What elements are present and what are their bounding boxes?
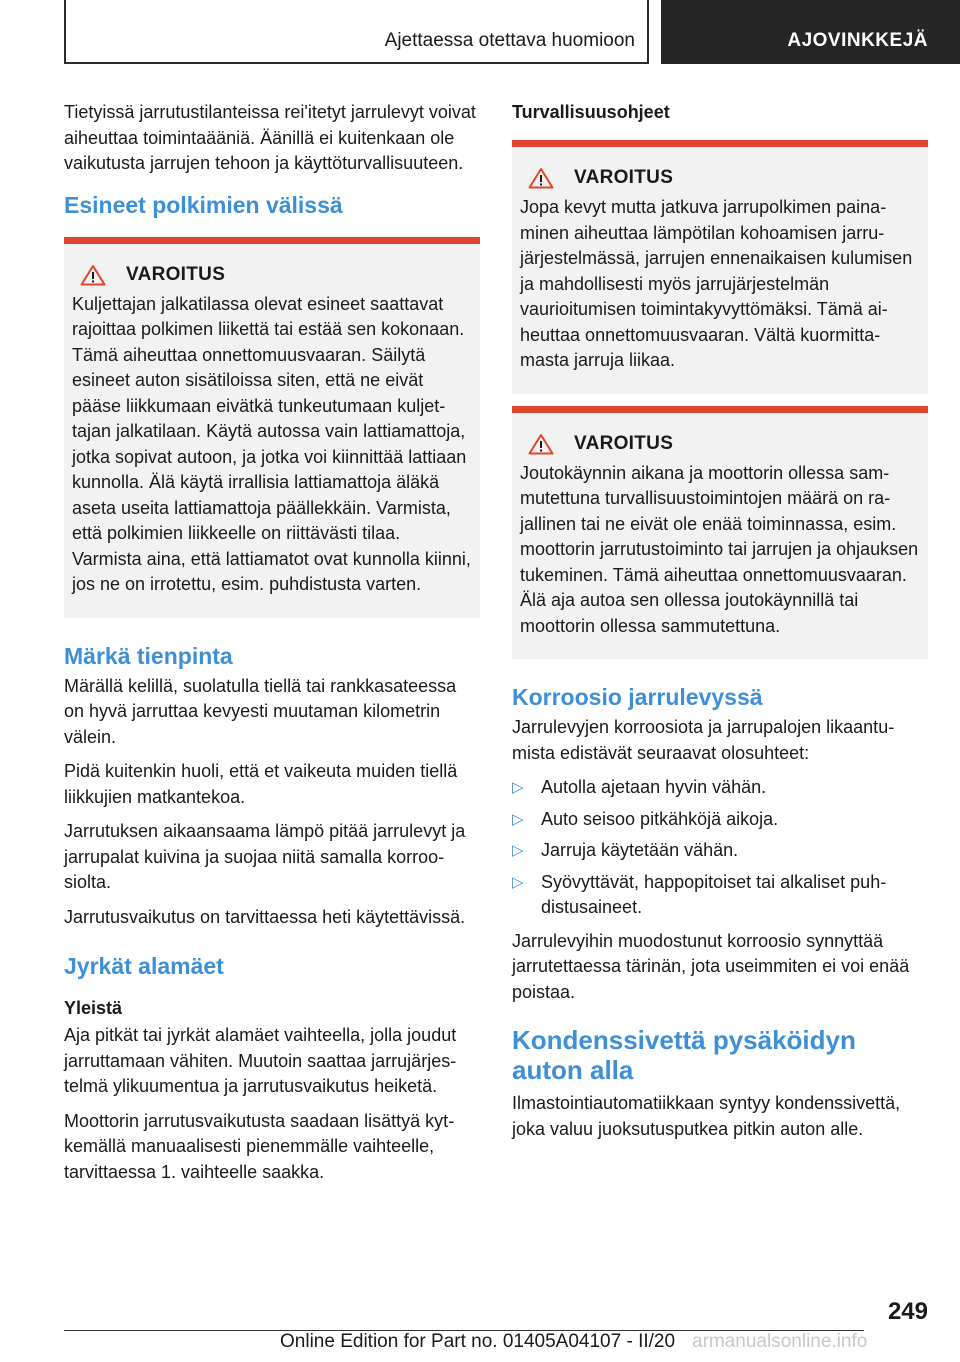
page-number: 249	[887, 1298, 928, 1325]
paragraph: Märällä kelillä, suolatulla tiellä tai rankkasateessa on hyvä jarruttaa kevyesti muutaman kilometrin välein.	[64, 675, 457, 747]
paragraph: Ilmastointiautomatiikkaan syntyy kondenssivettä, joka valuu juoksutusputkea pitkin auton alle.	[512, 1093, 901, 1139]
watermark-site: armanualsonline.info	[692, 1331, 868, 1352]
paragraph: Aja pitkät tai jyrkät alamäet vaihteella, jolla joudut jarruttamaan vähiten. Muutoin saattaa jarrujärjestelmä ylikuumentua ja jarrutusvaikutus heiketä.	[64, 1025, 457, 1096]
subsection-title: Yleistä	[64, 998, 123, 1018]
section-title-corrosion: Korroosio jarrulevyssä	[512, 684, 763, 710]
paragraph: Jarrutusvaikutus on tarvittaessa heti käytettävissä.	[64, 906, 466, 927]
section-title-steep-downhills: Jyrkät alamäet	[64, 953, 224, 979]
edition-text: Online Edition for Part no. 01405A04107 - II/20	[280, 1331, 676, 1352]
section-header-box	[64, 0, 649, 64]
section-title-pedal-objects: Esineet polkimien välissä	[64, 191, 343, 218]
paragraph: Moottorin jarrutusvaikutusta saadaan lisättyä kytkemällä manuaalisesti pienemmälle vaihteelle, tarvittaessa 1. vaihteelle saakka.	[64, 1110, 455, 1182]
warning-triangle-icon	[528, 167, 554, 189]
chapter-title: AJOVINKKEJÄ	[787, 30, 928, 51]
warning-box	[512, 140, 928, 394]
condition-list	[512, 775, 928, 921]
warning-box	[512, 406, 928, 660]
right-column	[512, 100, 928, 1151]
warning-label: VAROITUS	[574, 432, 674, 454]
triangle-right-bullet-icon: ▷	[512, 873, 524, 891]
left-column	[64, 100, 480, 1194]
warning-label: VAROITUS	[574, 167, 674, 188]
chapter-tab	[661, 0, 960, 64]
warning-label: VAROITUS	[126, 263, 226, 285]
section-title: Ajettaessa otettava huomioon	[384, 30, 635, 51]
paragraph: Jarrutuksen aikaansaama lämpö pitää jarrulevyt ja jarrupalat kuivina ja suojaa niitä samalla korroosiolta.	[64, 821, 466, 892]
warning-text: Jopa kevyt mutta jatkuva jarrupolkimen painaminen aiheuttaa lämpötilan kohoamisen jarrujärjestelmässä, jarrujen ennenaikaisen kulumisen ja mahdollisesti myös jarrujärjestelmän vaurioitumisen toimintakyvyttömäksi. Tämä aiheuttaa onnettomuusvaaran. Vältä kuormittamasta jarruja liikaa.	[520, 197, 913, 370]
list-item: ▷ Auto seisoo pitkähköjä aikoja.	[512, 807, 928, 833]
list-item: ▷ Syövyttävät, happopitoiset tai alkaliset puhdistusaineet.	[512, 871, 887, 917]
warning-header	[74, 264, 472, 286]
warning-text: Joutokäynnin aikana ja moottorin ollessa sammutettuna turvallisuustoimintojen määrä on rajallinen tai ne eivät ole enää toiminnassa, esim. moottorin jarrutustoiminto tai jarrujen ja ohjauksen tukeminen. Tämä aiheuttaa onnettomuusvaaran. Älä aja autoa sen ollessa joutokäynnillä tai moottorin ollessa sammutettuna.	[520, 462, 919, 636]
list-item: ▷ Jarruja käytetään vähän.	[512, 838, 928, 864]
paragraph: Jarrulevyjen korroosiota ja jarrupalojen likaantumista edistävät seuraavat olosuhteet:	[512, 717, 895, 763]
warning-triangle-icon	[80, 264, 106, 286]
page-header	[64, 0, 960, 64]
warning-triangle-icon	[528, 433, 554, 455]
paragraph: Jarrulevyihin muodostunut korroosio synnyttää jarrutettaessa tärinän, jota useimmiten ei voi enää poistaa.	[512, 930, 910, 1002]
section-title-condensation: Kondenssivettä pysäköidyn auton alla	[512, 1025, 856, 1085]
section-title-wet-road: Märkä tienpinta	[64, 642, 233, 669]
paragraph: Pidä kuitenkin huoli, että et vaikeuta muiden tiellä liikkujien matkantekoa.	[64, 761, 458, 807]
triangle-right-bullet-icon: ▷	[512, 842, 524, 859]
triangle-right-bullet-icon: ▷	[512, 779, 524, 796]
intro-paragraph: Tietyissä jarrutustilanteissa rei'itetyt jarrulevyt voivat aiheuttaa toimintaääniä. Äänillä ei kuitenkaan ole vaikutusta jarrujen tehoon ja käyttöturvallisuuteen.	[64, 102, 476, 173]
warning-header	[522, 167, 920, 189]
triangle-right-bullet-icon: ▷	[512, 810, 524, 828]
list-item: ▷ Autolla ajetaan hyvin vähän.	[512, 775, 928, 801]
warning-text: Kuljettajan jalkatilassa olevat esineet saattavat rajoittaa polkimen liikettä tai estää sen kokonaan. Tämä aiheuttaa onnettomuusvaaran. Säilytä esineet auton sisätiloissa siten, että ne eivät pääse liikkumaan eivätkä tunkeutumaan kuljettajan jalkatilaan. Käytä autossa vain lattiamattoja, jotka sopivat autoon, ja jotka voi kiinnittää lattiaan kunnolla. Älä käytä irrallisia lattiamattoja äläkä aseta useita lattiamattoja päällekkäin. Varmista, että polkimien liikkeelle on riittävästi tilaa. Varmista aina, että lattiamatot ovat kunnolla kiinni, jos ne on irrotettu, esim. puhdistusta varten.	[72, 293, 471, 594]
warning-box	[64, 237, 480, 618]
warning-header	[522, 433, 920, 455]
subsection-title-safety: Turvallisuusohjeet	[512, 102, 670, 122]
